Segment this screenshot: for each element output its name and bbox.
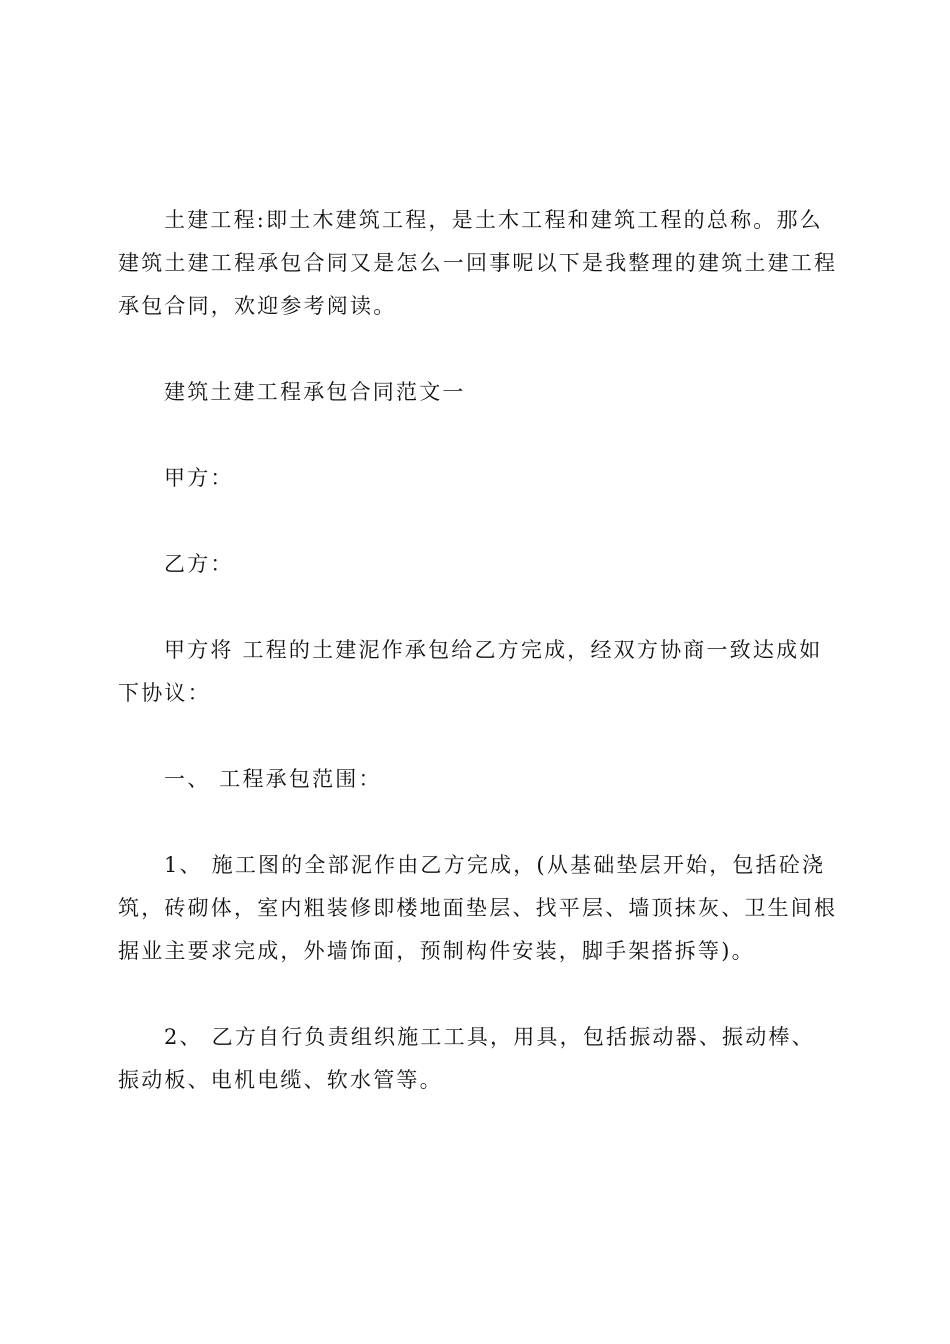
clause-heading-scope: 一、 工程承包范围： <box>164 767 382 791</box>
party-a-line: 甲方： <box>164 466 234 490</box>
agreement-intro: 甲方将 工程的土建泥作承包给乙方完成，经双方协商一致达成如下协议： <box>118 638 823 705</box>
clause-item-1: 1、 施工图的全部泥作由乙方完成，(从基础垫层开始，包括砼浇筑，砖砌体，室内粗装修即楼地面垫层、找平层、墙顶抹灰、卫生间根据业主要求完成，外墙饰面，预制构件安装，脚手架搭拆等)。 <box>118 853 838 963</box>
intro-paragraph: 土建工程:即土木建筑工程，是土木工程和建筑工程的总称。那么建筑土建工程承包合同又是怎么一回事呢以下是我整理的建筑土建工程承包合同，欢迎参考阅读。 <box>118 208 838 318</box>
party-b-line: 乙方： <box>164 552 234 576</box>
clause-item-2: 2、 乙方自行负责组织施工工具，用具，包括振动器、振动棒、振动板、电机电缆、软水管等。 <box>118 1025 815 1092</box>
section-title: 建筑土建工程承包合同范文一 <box>164 380 466 404</box>
document-body <box>118 199 838 1102</box>
